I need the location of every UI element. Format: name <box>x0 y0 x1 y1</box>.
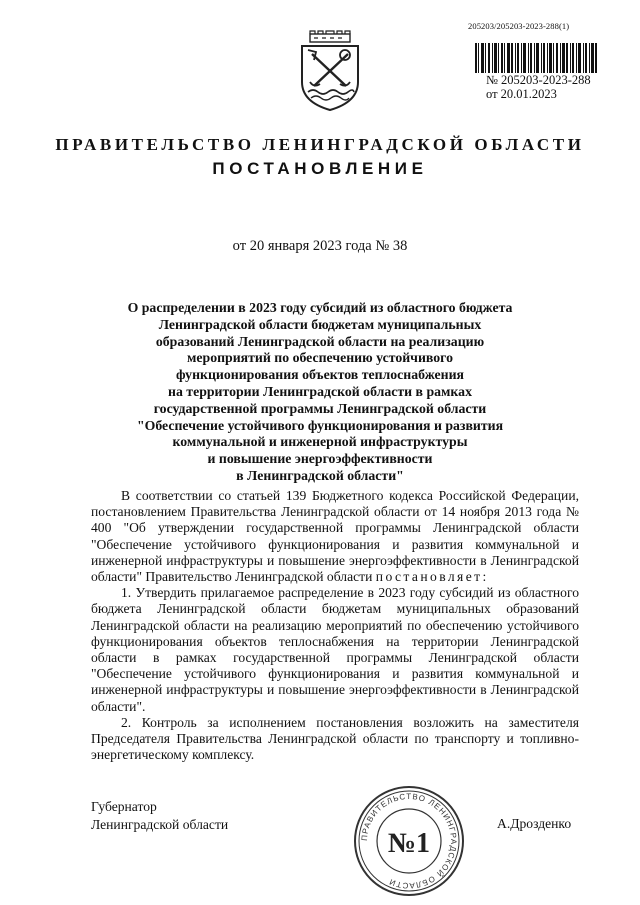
registration-date: от 20.01.2023 <box>486 87 557 101</box>
document-code: 205203/205203-2023-288(1) <box>468 21 570 31</box>
signer-name: А.Дрозденко <box>497 816 572 831</box>
government-title: ПРАВИТЕЛЬСТВО ЛЕНИНГРАДСКОЙ ОБЛАСТИ <box>55 135 585 154</box>
official-seal-stamp <box>352 784 466 898</box>
subject-line: мероприятий по обеспечению устойчивого <box>187 350 453 366</box>
subject-line: образований Ленинградской области на реализацию <box>155 333 485 349</box>
preamble-paragraph <box>91 488 579 585</box>
subject-line: коммунальной и инженерной инфраструктуры <box>172 434 468 450</box>
subject-line: государственной программы Ленинградской области <box>153 400 487 416</box>
subject-line: "Обеспечение устойчивого функционирования и развития <box>136 417 504 433</box>
item-1-paragraph: 1. Утвердить прилагаемое распределение в 2023 году субсидий из областного бюджета Ленинградской области бюджетам муниципальных образований Ленинградской области на реализацию мероприятий по обеспечению устойчивого функционирования объектов теплоснабжения на территории Ленинградской области в рамках государственной программы Ленинградской области "Обеспечение устойчивого функционирования и развития коммунальной и инженерной инфраструктуры и повышение энергоэффективности в Ленинградской области". <box>91 585 579 714</box>
signer-title-line: Губернатор <box>91 799 157 814</box>
seal-center-text: №1 <box>387 828 431 859</box>
document-body <box>91 488 579 763</box>
document-date-line: от 20 января 2023 года № 38 <box>232 238 408 254</box>
subject-line: на территории Ленинградской области в рамках <box>168 383 472 399</box>
preamble-text: В соответствии со статьей 139 Бюджетного кодекса Российской Федерации, постановлением Правительства Ленинградской области от 14 ноября 2013 года № 400 "Об утверждении государственной программы Ленинградской области "Обеспечение устойчивого функционирования и развития коммунальной и инженерной инфраструктуры и повышение энергоэффективности в Ленинградской области" Правительство Ленинградской области <box>91 488 579 585</box>
barcode-icon <box>475 43 597 73</box>
subject-line: О распределении в 2023 году субсидий из областного бюджета <box>127 300 513 315</box>
subject-line: функционирования объектов теплоснабжения <box>175 367 465 383</box>
signer-title-line: Ленинградской области <box>91 817 229 832</box>
coat-of-arms-icon <box>296 30 364 112</box>
document-type-title: ПОСТАНОВЛЕНИЕ <box>212 159 428 178</box>
signer-title <box>91 798 228 834</box>
registration-number: № 205203-2023-288 <box>486 73 591 87</box>
seal-ring-text: ПРАВИТЕЛЬСТВО ЛЕНИНГРАДСКОЙ ОБЛАСТИ <box>359 791 459 891</box>
subject-line: Ленинградской области бюджетам муниципальных <box>158 316 482 332</box>
document-subject <box>116 300 524 485</box>
registration-info <box>486 73 591 101</box>
subject-line: в Ленинградской области" <box>236 467 404 483</box>
decree-word: постановляет: <box>375 569 489 585</box>
item-2-paragraph: 2. Контроль за исполнением постановления возложить на заместителя Председателя Правительства Ленинградской области по транспорту и топливно-энергетическому комплексу. <box>91 714 579 763</box>
subject-line: и повышение энергоэффективности <box>207 451 433 467</box>
